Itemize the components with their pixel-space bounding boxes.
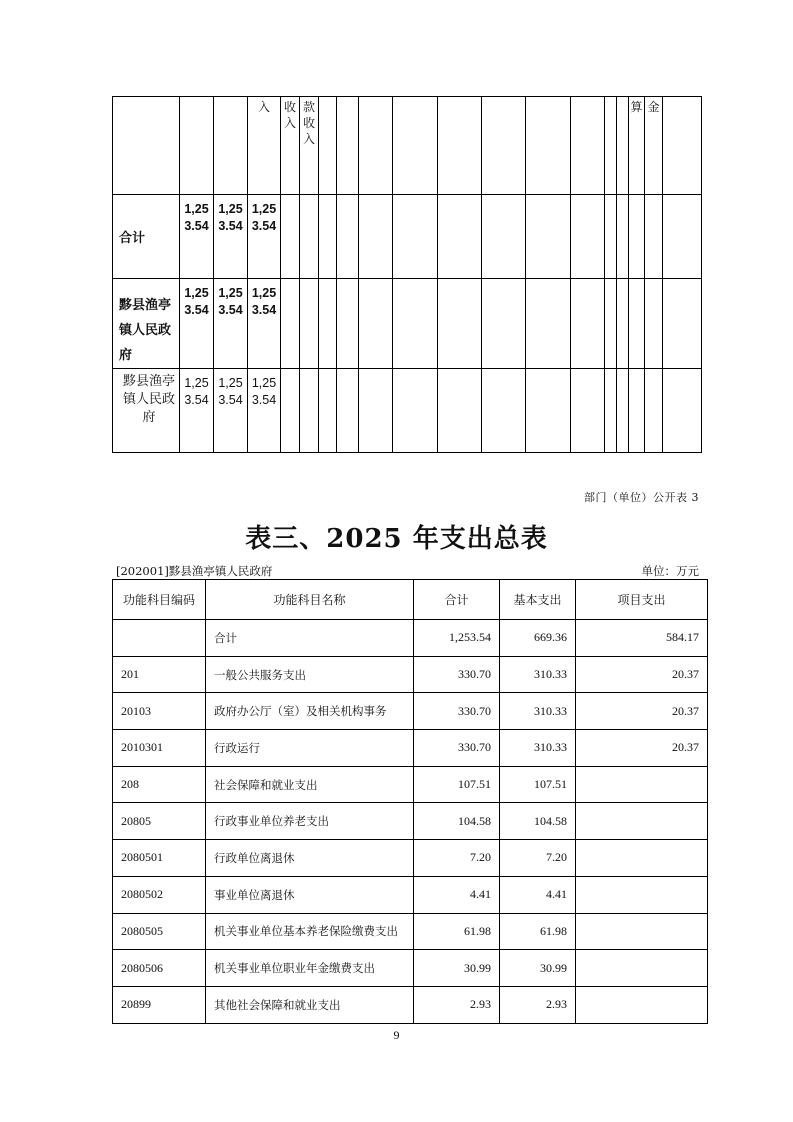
header-cell	[300, 97, 319, 195]
value: 1,253.54	[251, 202, 277, 233]
value: 1,253.54	[218, 376, 243, 407]
income-summary-table-continued	[112, 96, 702, 453]
project-cell: 20.37	[576, 730, 708, 767]
header-cell	[526, 97, 571, 195]
value: 1,253.54	[184, 286, 209, 317]
value: 1,253.54	[218, 202, 243, 233]
project-cell: 20.37	[576, 656, 708, 693]
header-cell	[337, 97, 359, 195]
value: 1,253.54	[251, 376, 277, 407]
table-row	[113, 876, 708, 913]
header-cell	[180, 97, 214, 195]
table-row	[113, 950, 708, 987]
total-cell: 4.41	[414, 876, 500, 913]
code-cell: 208	[113, 766, 206, 803]
header-fragment: 入	[257, 100, 270, 114]
value-cell	[180, 279, 214, 369]
column-header-basic: 基本支出	[500, 580, 576, 620]
total-cell: 61.98	[414, 913, 500, 950]
total-cell: 104.58	[414, 803, 500, 840]
table-row	[113, 656, 708, 693]
code-cell: 2080501	[113, 840, 206, 877]
value-cell	[180, 195, 214, 279]
column-header-code: 功能科目编码	[113, 580, 206, 620]
basic-cell: 2.93	[500, 986, 576, 1023]
name-cell: 行政事业单位养老支出	[206, 803, 414, 840]
project-cell	[576, 840, 708, 877]
basic-cell: 104.58	[500, 803, 576, 840]
total-cell: 107.51	[414, 766, 500, 803]
total-cell: 330.70	[414, 730, 500, 767]
column-header-name: 功能科目名称	[206, 580, 414, 620]
table-row-unit	[113, 369, 702, 453]
basic-cell: 310.33	[500, 656, 576, 693]
header-cell	[113, 97, 180, 195]
basic-cell: 61.98	[500, 913, 576, 950]
expenditure-summary-table	[112, 579, 708, 1024]
name-cell: 其他社会保障和就业支出	[206, 986, 414, 1023]
page-title: 表三、2025 年支出总表	[245, 524, 548, 554]
basic-cell: 310.33	[500, 730, 576, 767]
project-cell: 20.37	[576, 693, 708, 730]
table-row	[113, 730, 708, 767]
header-cell	[645, 97, 663, 195]
header-cell	[248, 97, 281, 195]
page-number: 9	[393, 1028, 400, 1042]
header-cell	[393, 97, 438, 195]
code-cell: 20103	[113, 693, 206, 730]
table-row	[113, 620, 708, 657]
value-cell	[214, 369, 248, 453]
row-label: 黟县渔亭镇人民政府	[113, 369, 180, 453]
header-cell	[663, 97, 702, 195]
public-table-note: 部门（单位）公开表 3	[584, 491, 699, 504]
table-body	[113, 620, 708, 1024]
header-cell	[617, 97, 629, 195]
name-cell: 社会保障和就业支出	[206, 766, 414, 803]
project-cell	[576, 803, 708, 840]
value: 1,253.54	[184, 376, 209, 407]
table-header-row	[113, 580, 708, 620]
value-cell	[214, 279, 248, 369]
project-cell	[576, 766, 708, 803]
basic-cell: 669.36	[500, 620, 576, 657]
name-cell: 行政运行	[206, 730, 414, 767]
table-row-total	[113, 195, 702, 279]
table-row	[113, 986, 708, 1023]
table-row-department	[113, 279, 702, 369]
value: 1,253.54	[218, 286, 243, 317]
total-cell: 330.70	[414, 693, 500, 730]
code-cell: 2080505	[113, 913, 206, 950]
value-cell	[214, 195, 248, 279]
header-cell	[281, 97, 300, 195]
total-cell: 7.20	[414, 840, 500, 877]
project-cell	[576, 986, 708, 1023]
code-cell: 2080502	[113, 876, 206, 913]
basic-cell: 310.33	[500, 693, 576, 730]
header-cell	[571, 97, 605, 195]
header-cell	[214, 97, 248, 195]
header-fragment: 款收入	[302, 100, 315, 146]
header-fragment: 算	[630, 100, 643, 114]
header-fragment: 收入	[283, 100, 296, 130]
header-cell	[605, 97, 617, 195]
header-cell	[629, 97, 645, 195]
table-header-row	[113, 97, 702, 195]
unit-label: 单位：万元	[641, 564, 699, 578]
value-cell	[248, 369, 281, 453]
table-row	[113, 913, 708, 950]
value: 1,253.54	[251, 286, 277, 317]
project-cell	[576, 950, 708, 987]
column-header-project: 项目支出	[576, 580, 708, 620]
header-fragment: 金	[647, 100, 660, 114]
value-cell	[248, 279, 281, 369]
row-label: 合计	[113, 195, 180, 279]
project-cell	[576, 913, 708, 950]
code-cell: 2010301	[113, 730, 206, 767]
header-cell	[319, 97, 337, 195]
value-cell	[180, 369, 214, 453]
header-cell	[482, 97, 526, 195]
table-row	[113, 840, 708, 877]
total-cell: 30.99	[414, 950, 500, 987]
project-cell: 584.17	[576, 620, 708, 657]
total-cell: 2.93	[414, 986, 500, 1023]
code-cell: 201	[113, 656, 206, 693]
organization-label: [202001]黟县渔亭镇人民政府	[116, 564, 273, 578]
table-row	[113, 693, 708, 730]
table-row	[113, 766, 708, 803]
basic-cell: 30.99	[500, 950, 576, 987]
value-cell	[248, 195, 281, 279]
row-label: 黟县渔亭镇人民政府	[113, 279, 180, 369]
basic-cell: 4.41	[500, 876, 576, 913]
column-header-total: 合计	[414, 580, 500, 620]
name-cell: 机关事业单位职业年金缴费支出	[206, 950, 414, 987]
name-cell: 事业单位离退休	[206, 876, 414, 913]
name-cell: 合计	[206, 620, 414, 657]
code-cell: 2080506	[113, 950, 206, 987]
header-cell	[359, 97, 393, 195]
total-cell: 330.70	[414, 656, 500, 693]
name-cell: 政府办公厅（室）及相关机构事务	[206, 693, 414, 730]
project-cell	[576, 876, 708, 913]
basic-cell: 7.20	[500, 840, 576, 877]
table-row	[113, 803, 708, 840]
total-cell: 1,253.54	[414, 620, 500, 657]
code-cell: 20899	[113, 986, 206, 1023]
basic-cell: 107.51	[500, 766, 576, 803]
code-cell	[113, 620, 206, 657]
code-cell: 20805	[113, 803, 206, 840]
name-cell: 机关事业单位基本养老保险缴费支出	[206, 913, 414, 950]
value: 1,253.54	[184, 202, 209, 233]
name-cell: 行政单位离退休	[206, 840, 414, 877]
name-cell: 一般公共服务支出	[206, 656, 414, 693]
header-cell	[438, 97, 482, 195]
